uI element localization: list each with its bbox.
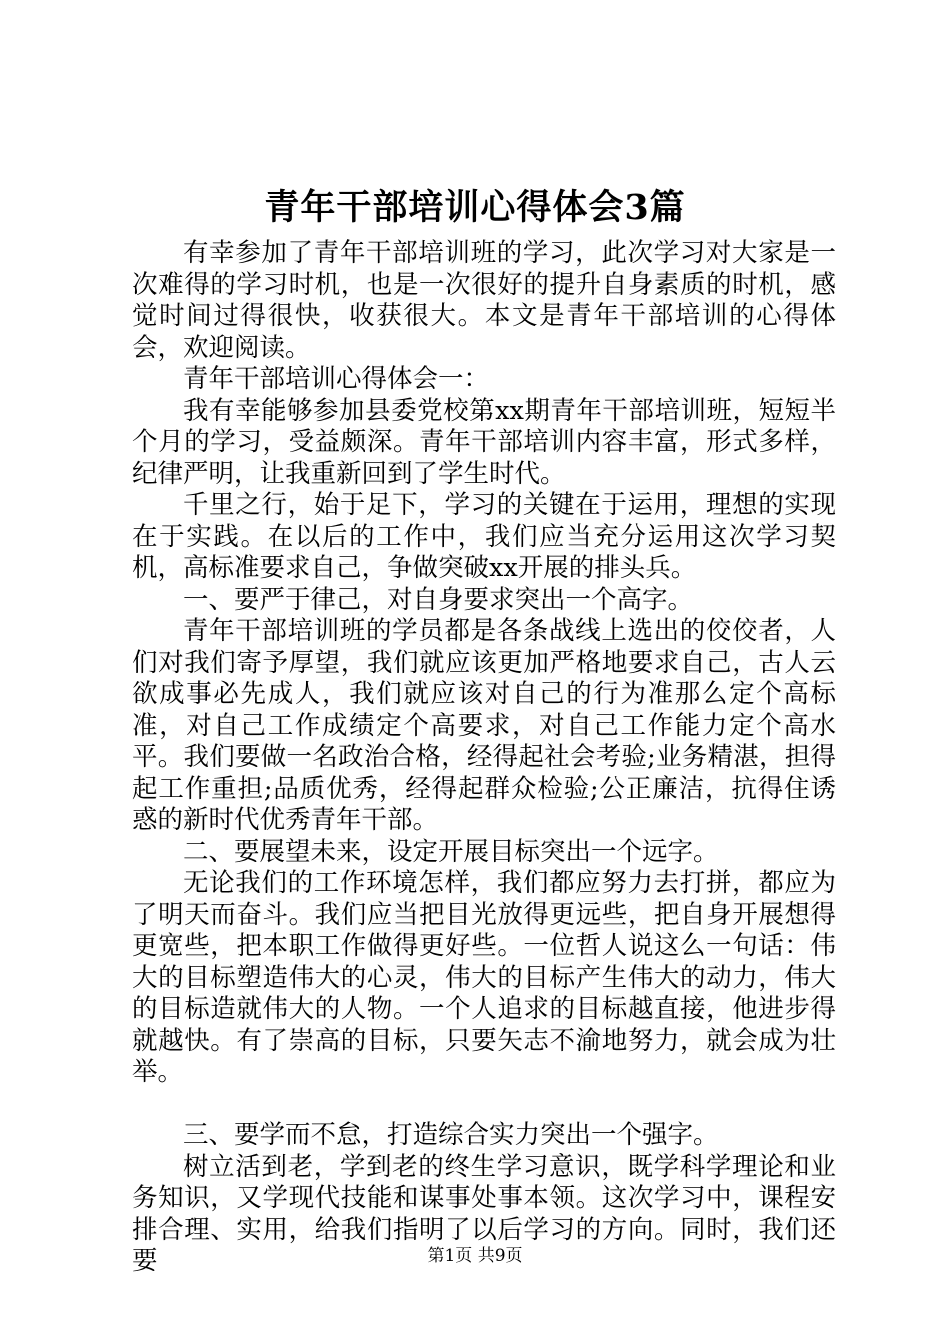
section-heading-three: 三、要学而不怠，打造综合实力突出一个强字。 — [183, 1120, 719, 1150]
section-heading-two: 二、要展望未来，设定开展目标突出一个远字。 — [183, 836, 719, 867]
paragraph-intro: 有幸参加了青年干部培训班的学习，此次学习对大家是一次难得的学习时机，也是一次很好的提升自身素质的时机，感觉时间过得很快，收获很大。本文是青年干部培训的心得体会，欢迎阅读。 — [132, 238, 836, 363]
document-title: 青年干部培训心得体会3篇 — [264, 187, 686, 228]
paragraph-heading-part-one: 青年干部培训心得体会一： — [183, 364, 490, 394]
paragraph: 千里之行，始于足下，学习的关键在于运用，理想的实现在于实践。在以后的工作中，我们应当充分运用这次学习契机，高标准要求自己，争做突破xx开展的排头兵。 — [132, 490, 836, 583]
document-body — [132, 238, 836, 1278]
section-heading-one: 一、要严于律己，对自身要求突出一个高字。 — [183, 584, 694, 615]
page-footer: 第1页 共9页 — [427, 1246, 523, 1266]
paragraph: 青年干部培训班的学员都是各条战线上选出的佼佼者，人们对我们寄予厚望，我们就应该更加严格地要求自己，古人云欲成事必先成人，我们就应该对自己的行为准那么定个高标准，对自己工作成绩定个高要求，对自己工作能力定个高水平。我们要做一名政治合格，经得起社会考验;业务精湛，担得起工作重担;品质优秀，经得起群众检验;公正廉洁，抗得住诱惑的新时代优秀青年干部。 — [132, 616, 836, 835]
paragraph: 我有幸能够参加县委党校第xx期青年干部培训班，短短半个月的学习，受益颇深。青年干部培训内容丰富，形式多样，纪律严明，让我重新回到了学生时代。 — [132, 395, 836, 489]
paragraph: 树立活到老，学到老的终生学习意识，既学科学理论和业务知识，又学现代技能和谋事处事本领。这次学习中，课程安排合理、实用，给我们指明了以后学习的方向。同时，我们还要 — [132, 1151, 836, 1276]
paragraph: 无论我们的工作环境怎样，我们都应努力去打拼，都应为了明天而奋斗。我们应当把目光放得更远些，把自身开展想得更宽些，把本职工作做得更好些。一位哲人说这么一句话：伟大的目标塑造伟大的心灵，伟大的目标产生伟大的动力，伟大的目标造就伟大的人物。一个人追求的目标越直接，他进步得就越快。有了崇高的目标，只要矢志不渝地努力，就会成为壮举。 — [132, 868, 836, 1087]
